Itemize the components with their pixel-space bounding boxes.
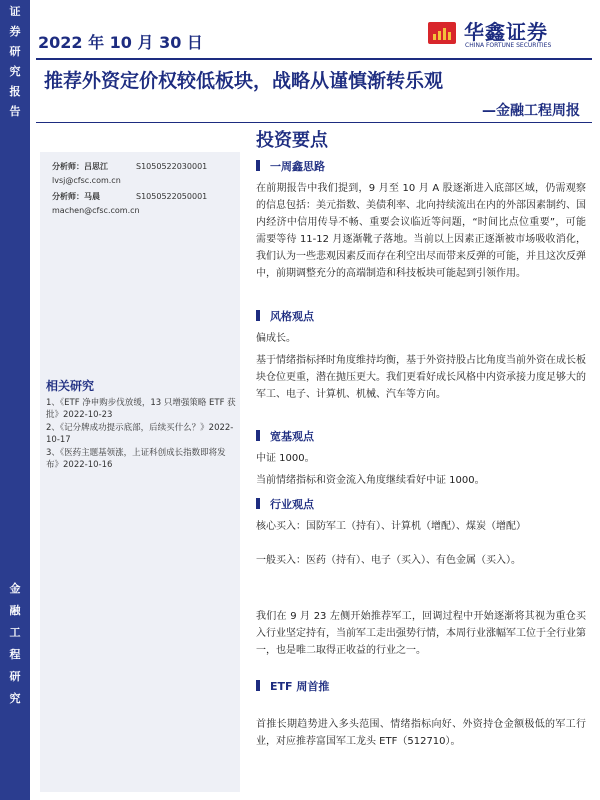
section-heading-text: 风格观点 <box>270 310 314 323</box>
side-char: 工 <box>9 626 21 639</box>
report-subtitle: —金融工程周报 <box>482 103 580 119</box>
analyst-1 <box>52 160 240 174</box>
report-title: 推荐外资定价权较低板块，战略从谨慎渐转乐观 <box>44 70 444 92</box>
section-heading-industry <box>256 496 314 512</box>
industry-paragraph-1: 核心买入：国防军工（持有）、计算机（增配）、煤炭（增配） <box>256 521 526 532</box>
analyst-email[interactable]: lvsj@cfsc.com.cn <box>52 176 121 185</box>
related-title: 相关研究 <box>46 379 95 393</box>
industry-paragraph-3: 我们在 9 月 23 左侧开始推荐军工，回调过程中开始逐渐将其视为重仓买入行业坚定持有，当前军工走出强势行情，本周行业涨幅军工位于全行业第一，也是唯二取得正收益的行业之一。 <box>256 611 586 656</box>
side-char: 券 <box>9 25 21 38</box>
section-heading-text: ETF 周首推 <box>270 680 330 693</box>
style-paragraph-2: 基于情绪指标择时角度维持均衡，基于外资持股占比角度当前外资在成长板块仓位更重，潜在抛压更大。我们更看好成长风格中内资承接力度足够大的军工、电子、计算机、机械、汽车等方向。 <box>256 355 586 400</box>
side-char: 究 <box>9 692 21 705</box>
related-research <box>46 380 236 472</box>
heading-marker <box>256 160 260 171</box>
heading-marker <box>256 430 260 441</box>
analyst-name: 分析师：吕思江 <box>52 162 108 171</box>
analyst-2 <box>52 190 240 204</box>
analyst-email[interactable]: machen@cfsc.com.cn <box>52 206 140 215</box>
style-paragraph-1: 偏成长。 <box>256 333 296 344</box>
analyst-block <box>40 152 240 218</box>
section-heading-text: 一周鑫思路 <box>270 160 325 173</box>
header-divider <box>36 58 592 60</box>
side-char: 融 <box>9 604 21 617</box>
side-char: 研 <box>9 45 21 58</box>
side-char: 程 <box>9 648 21 661</box>
analyst-name: 分析师：马晨 <box>52 192 100 201</box>
left-info-panel <box>40 152 240 792</box>
related-item[interactable]: 2、《记分牌成功提示底部，后续买什么？》2022-10-17 <box>46 422 234 445</box>
section-heading-text: 宽基观点 <box>270 430 314 443</box>
section-heading-style <box>256 308 314 324</box>
broad-paragraph-2: 当前情绪指标和资金流入角度继续看好中证 1000。 <box>256 475 485 486</box>
side-char: 告 <box>9 105 21 118</box>
related-item[interactable]: 1、《ETF 净申购步伐放缓，13 只增强策略 ETF 获批》2022-10-23 <box>46 397 236 420</box>
section-heading-etf <box>256 678 329 694</box>
info-box <box>40 152 240 792</box>
related-item[interactable]: 3、《医药主题基领涨，上证科创成长指数即将发布》2022-10-16 <box>46 447 226 470</box>
section-heading-weekly <box>256 158 325 174</box>
key-points-heading: 投资要点 <box>256 130 328 151</box>
section-heading-text: 行业观点 <box>270 498 314 511</box>
side-char: 究 <box>9 65 21 78</box>
side-label-bottom <box>0 578 30 710</box>
side-char: 报 <box>9 85 21 98</box>
side-band <box>0 0 30 800</box>
report-date: 2022 年 10 月 30 日 <box>38 33 203 52</box>
heading-marker <box>256 680 260 691</box>
company-logo <box>428 16 588 52</box>
heading-marker <box>256 498 260 509</box>
heading-marker <box>256 310 260 321</box>
etf-paragraph: 首推长期趋势进入多头范围、情绪指标向好、外资持仓金额极低的军工行业，对应推荐富国军工龙头 ETF（512710）。 <box>256 719 586 747</box>
logo-icon <box>428 22 456 44</box>
analyst-license: S1050522030001 <box>136 162 208 171</box>
section-heading-broad <box>256 428 314 444</box>
weekly-paragraph: 在前期报告中我们提到，9 月至 10 月 A 股逐渐进入底部区域，仍需观察的信息包括：美元指数、美债利率、北向持续流出在内的外部因素制约、国内经济中信用传导不畅、重要会议临近等问题，“时间比点位重要”，可能需要等待 11-12 月逐渐靴子落地。当前以上因素正逐渐被市场吸收消化，我们认为一些悲观因素反而存在利空出尽而带来反弹的可能，并且这次反弹中，前期调整充分的高端制造和科技板块可能起到引领作用。 <box>256 183 586 279</box>
logo-text: 华鑫证券 <box>464 20 548 44</box>
title-divider <box>36 122 592 123</box>
side-label-top <box>0 2 30 122</box>
industry-paragraph-2: 一般买入：医药（持有）、电子（买入）、有色金属（买入）。 <box>256 555 521 566</box>
logo-subtext: CHINA FORTUNE SECURITIES <box>465 42 552 49</box>
side-char: 证 <box>9 5 21 18</box>
broad-paragraph-1: 中证 1000。 <box>256 453 315 464</box>
side-char: 金 <box>9 582 21 595</box>
analyst-license: S1050522050001 <box>136 192 208 201</box>
side-char: 研 <box>9 670 21 683</box>
